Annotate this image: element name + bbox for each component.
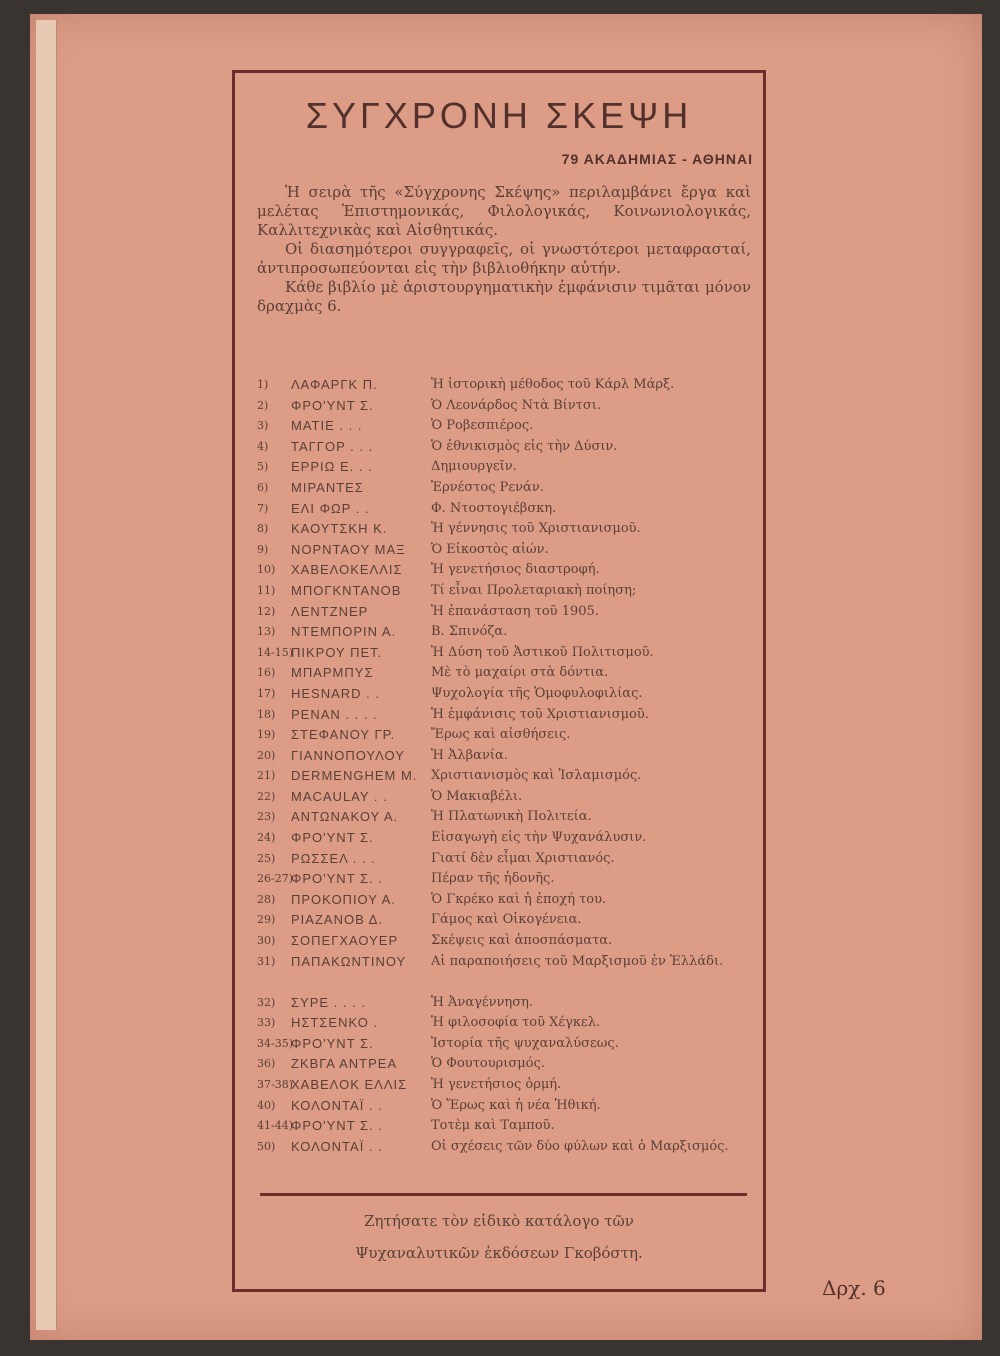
book-author: ΦΡΟ'ΥΝΤ Σ. . [291,1118,383,1134]
book-number: 21) [257,769,276,783]
series-intro [257,183,751,316]
book-title: Ἡ γενετήσιος ὁρμή. [431,1077,562,1092]
book-author: ΧΑΒΕΛΟΚ ΕΛΛΙΣ [291,1077,408,1092]
book-entry [257,581,757,602]
book-entry [257,643,757,664]
book-author: ΠΙΚΡΟΥ ΠΕΤ. [291,644,383,660]
book-author: ΓΙΑΝΝΟΠΟΥΛΟΥ [291,747,405,763]
book-title: Ἡ ἱστορικὴ μέθοδος τοῦ Κάρλ Μάρξ. [431,377,675,392]
book-list [257,375,757,1178]
book-entry [257,684,757,705]
book-entry [257,787,757,808]
book-entry [257,1075,757,1096]
book-entry [257,437,757,458]
book-entry [257,993,757,1014]
book-author: ΡΙΑΖΑΝΟΒ Δ. [291,912,383,928]
book-author: ΛΕΝΤΖΝΕΡ [291,603,369,619]
book-author: MACAULAY . . [291,788,388,804]
book-entry [257,766,757,787]
book-title: Ὁ Εἰκοστὸς αἰών. [431,541,549,557]
book-author: ΣΟΠΕΓΧΑΟΥΕΡ [291,933,399,949]
book-number: 23) [257,810,276,824]
book-title: Ἱστορία τῆς ψυχαναλύσεως. [431,1035,619,1051]
book-number: 22) [257,789,276,803]
book-author: ΚΟΛΟΝΤΑΪ . . [291,1097,383,1113]
book-number: 5) [257,460,269,474]
book-author: ΠΡΟΚΟΠΙΟΥ Α. [291,891,396,907]
book-title: Μὲ τὸ μαχαίρι στὰ δόντια. [431,665,609,681]
book-number: 50) [257,1139,276,1153]
book-entry [257,890,757,911]
book-author: ΦΡΟ'ΥΝΤ Σ. [291,830,374,846]
book-entry [257,1137,757,1178]
book-title: Ἔρως καὶ αἰσθήσεις. [431,727,571,743]
book-author: ΦΡΟ'ΥΝΤ Σ. [291,397,374,413]
book-number: 11) [257,583,276,597]
book-title: Ἡ Ἀλβανία. [431,747,508,763]
book-title: Αἱ παραποιήσεις τοῦ Μαρξισμοῦ ἐν Ἑλλάδι. [431,953,724,969]
book-entry [257,1054,757,1075]
book-author: ΜΑΤΙΕ . . . [291,418,363,434]
book-title: Γιατί δὲν εἶμαι Χριστιανός. [431,850,615,866]
book-title: Ἡ ἐπανάσταση τοῦ 1905. [431,603,599,619]
book-title: Ἡ ἐμφάνισις τοῦ Χριστιανισμοῦ. [431,706,649,722]
book-number: 19) [257,728,276,742]
book-title: Β. Σπινόζα. [431,624,508,640]
book-number: 34-35) [257,1036,294,1050]
book-author: ΦΡΟ'ΥΝΤ Σ. . [291,871,383,887]
book-number: 9) [257,542,269,556]
book-title: Γάμος καὶ Οἰκογένεια. [431,912,582,928]
catalog-frame [232,70,766,1292]
book-number: 16) [257,666,276,680]
book-title: Τί εἶναι Προλεταριακὴ ποίηση; [431,582,637,598]
book-entry [257,705,757,726]
book-title: Ἡ γέννησις τοῦ Χριστιανισμοῦ. [431,521,641,537]
book-title: Οἱ σχέσεις τῶν δύο φύλων καὶ ὁ Μαρξισμός. [431,1138,729,1154]
book-title: Δημιουργεῖν. [431,459,517,475]
book-entry [257,478,757,499]
book-number: 17) [257,686,276,700]
book-number: 41-44) [257,1119,294,1133]
book-author: ΜΙΡΑΝΤΕΣ [291,479,364,495]
book-number: 25) [257,851,276,865]
book-title: Ὁ Ροβεσπιέρος. [431,418,534,434]
book-entry [257,1013,757,1034]
book-author: ΕΡΡΙΩ Ε. . . [291,459,373,475]
price-label: Δρχ. 6 [822,1276,886,1300]
book-entry [257,1096,757,1117]
catalog-note-line: Ζητήσατε τὸν εἰδικὸ κατάλογο τῶν [364,1212,634,1230]
book-entry [257,396,757,417]
book-number: 3) [257,419,269,433]
book-title: Χριστιανισμὸς καὶ Ἰσλαμισμός. [431,768,642,784]
book-title: Ὁ Ἔρως καὶ ἡ νέα Ἠθική. [431,1097,601,1113]
book-number: 13) [257,625,276,639]
book-entry [257,457,757,478]
book-title: Ἡ γενετήσιος διαστροφή. [431,562,600,578]
book-title: Τοτὲμ καὶ Ταμποῦ. [431,1118,555,1134]
book-title: Ἐρνέστος Ρενάν. [431,479,544,495]
book-number: 1) [257,378,269,391]
book-author: ΜΠΑΡΜΠΥΣ [291,665,374,681]
book-entry [257,952,757,993]
book-author: ΛΑΦΑΡΓΚ Π. [291,377,378,392]
book-number: 14-15) [257,645,294,659]
book-number: 4) [257,439,269,453]
book-title: Ἡ Ἀναγέννηση. [431,994,533,1010]
book-number: 40) [257,1098,276,1112]
intro-paragraph: Κάθε βιβλίο μὲ ἀριστουργηματικὴν ἐμφάνισιν τιμᾶται μόνον δραχμὰς 6. [257,278,751,315]
book-number: 26-27) [257,872,294,886]
book-number: 37-38) [257,1078,294,1091]
book-author: ΕΛΙ ΦΩΡ . . [291,500,370,516]
book-title: Εἰσαγωγὴ εἰς τὴν Ψυχανάλυσιν. [431,830,647,846]
book-entry [257,1034,757,1055]
book-number: 33) [257,1016,276,1030]
book-entry [257,746,757,767]
book-author: ΡΩΣΣΕΛ . . . [291,850,376,866]
book-number: 29) [257,913,276,927]
book-author: ΦΡΟ'ΥΝΤ Σ. [291,1035,374,1051]
book-number: 30) [257,934,276,948]
book-entry [257,540,757,561]
book-number: 31) [257,954,276,968]
book-number: 28) [257,892,276,906]
book-author: ΖΚΒΓΑ ΑΝΤΡΕΑ [291,1056,398,1072]
book-number: 10) [257,563,276,577]
book-number: 18) [257,707,276,721]
book-author: ΝΟΡΝΤΑΟΥ ΜΑΞ [291,541,406,557]
book-entry [257,849,757,870]
book-entry [257,1116,757,1137]
cover-spine-edge [36,20,57,1330]
book-title: Ὁ Γκρέκο καὶ ἡ ἐποχή του. [431,891,607,907]
book-entry [257,828,757,849]
book-entry [257,560,757,581]
book-entry [257,931,757,952]
book-title: Σκέψεις καὶ ἀποσπάσματα. [431,933,613,949]
book-title: Ὁ Λεονάρδος Ντὰ Βίντσι. [431,397,601,413]
book-author: ΧΑΒΕΛΟΚΕΛΛΙΣ [291,562,403,578]
series-title: ΣΥΓΧΡΟΝΗ ΣΚΕΨΗ [305,95,693,136]
intro-paragraph: Οἱ διασημότεροι συγγραφεῖς, οἱ γνωστότεροι μεταφρασταί, ἀντιπροσωπεύονται εἰς τὴν βιβλιοθήκην αὐτήν. [257,240,751,277]
book-author: ΡΕΝΑΝ . . . . [291,706,378,722]
book-entry [257,869,757,890]
book-number: 36) [257,1057,276,1071]
book-entry [257,375,757,396]
book-number: 24) [257,831,276,845]
book-author: ΚΟΛΟΝΤΑΪ . . [291,1138,383,1154]
book-author: ΚΑΟΥΤΣΚΗ Κ. [291,521,388,537]
book-number: 8) [257,522,269,536]
book-author: ΝΤΕΜΠΟΡΙΝ Α. [291,624,397,640]
book-entry [257,910,757,931]
book-title: Ὁ Μακιαβέλι. [431,788,523,804]
book-title: Πέραν τῆς ἡδονῆς. [431,871,555,887]
book-number: 7) [257,501,269,515]
book-title: Φ. Ντοστογιέβσκη. [431,500,557,516]
catalog-note [235,1205,763,1269]
book-entry [257,725,757,746]
book-author: ΜΠΟΓΚΝΤΑΝΟΒ [291,582,402,598]
book-entry [257,602,757,623]
book-entry [257,416,757,437]
book-entry [257,519,757,540]
book-author: ΗΣΤΣΕΝΚΟ . [291,1015,379,1031]
book-number: 20) [257,748,276,762]
book-author: ΤΑΓΓΟΡ . . . [291,438,374,454]
book-title: Ἡ φιλοσοφία τοῦ Χέγκελ. [431,1015,601,1031]
book-title: Ἡ Πλατωνικὴ Πολιτεία. [431,809,592,825]
book-entry [257,499,757,520]
publisher-address: 79 ΑΚΑΔΗΜΙΑΣ - ΑΘΗΝΑΙ [561,151,753,167]
intro-paragraph: Ἡ σειρὰ τῆς «Σύγχρονης Σκέψης» περιλαμβάνει ἔργα καὶ μελέτας Ἐπιστημονικάς, Φιλολογικάς, Κοινωνιολογικάς, Καλλιτεχνικὰς καὶ Αἰσθητικάς. [257,183,751,239]
divider-rule [260,1193,747,1196]
book-number: 32) [257,995,276,1009]
book-author: ΣΤΕΦΑΝΟΥ ΓΡ. [291,727,396,743]
book-number: 12) [257,604,276,618]
book-number: 2) [257,398,269,412]
book-author: ΑΝΤΩΝΑΚΟΥ Α. [291,809,399,825]
book-entry [257,622,757,643]
book-author: ΠΑΠΑΚΩΝΤΙΝΟΥ [291,953,407,969]
book-title: Ὁ ἐθνικισμὸς εἰς τὴν Δύσιν. [431,438,618,454]
book-author: DERMENGHEM M. [291,768,418,784]
book-entry [257,663,757,684]
catalog-note-line: Ψυχαναλυτικῶν ἐκδόσεων Γκοβόστη. [355,1244,643,1262]
book-entry [257,807,757,828]
book-author: HESNARD . . [291,685,381,701]
book-title: Ἡ Δύση τοῦ Ἀστικοῦ Πολιτισμοῦ. [431,644,654,660]
book-title: Ὁ Φουτουρισμός. [431,1056,545,1072]
book-title: Ψυχολογία τῆς Ὁμοφυλοφιλίας. [431,685,643,701]
book-number: 6) [257,480,269,494]
book-author: ΣΥΡΕ . . . . [291,994,366,1010]
